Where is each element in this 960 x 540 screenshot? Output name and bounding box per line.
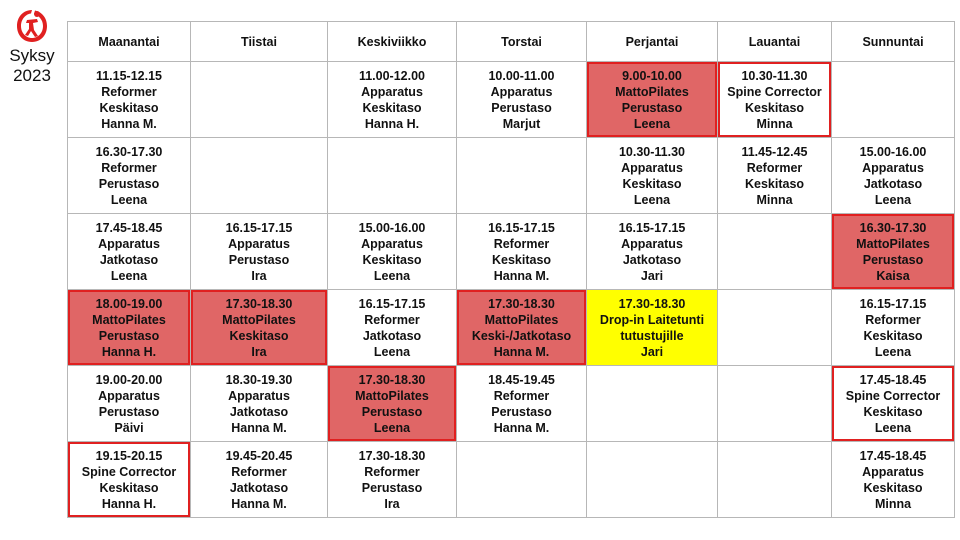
class-time: 10.30-11.30: [618, 144, 686, 159]
class-cell: [587, 62, 718, 138]
class-cell: [328, 442, 457, 518]
instructor-name: Leena: [874, 192, 912, 207]
class-time: 17.30-18.30: [488, 296, 555, 311]
class-level: Keskitaso: [99, 100, 159, 115]
class-level: tutustujille: [620, 328, 684, 343]
class-time: 19.45-20.45: [225, 448, 293, 463]
class-cell: [328, 62, 457, 138]
class-name: Apparatus: [98, 388, 160, 403]
instructor-name: Hanna H.: [101, 496, 157, 511]
class-name: MattoPilates: [222, 312, 296, 327]
instructor-name: Hanna M.: [493, 268, 550, 283]
class-time: 10.30-11.30: [741, 68, 808, 83]
instructor-name: Hanna M.: [493, 420, 550, 435]
class-time: 15.00-16.00: [358, 220, 426, 235]
class-name: Reformer: [231, 464, 287, 479]
class-time: 9.00-10.00: [622, 68, 682, 83]
class-time: 17.30-18.30: [358, 372, 426, 387]
class-level: Perustaso: [361, 404, 423, 419]
class-time: 18.45-19.45: [488, 372, 555, 387]
class-time: 17.30-18.30: [225, 296, 293, 311]
class-name: MattoPilates: [92, 312, 166, 327]
class-level: Keskitaso: [863, 328, 923, 343]
class-time: 16.30-17.30: [859, 220, 927, 235]
class-time: 19.15-20.15: [95, 448, 163, 463]
class-name: Apparatus: [228, 236, 290, 251]
class-cell: [587, 214, 718, 290]
class-level: Keskitaso: [229, 328, 289, 343]
class-level: Jatkotaso: [229, 404, 289, 419]
class-time: 17.45-18.45: [859, 448, 927, 463]
instructor-name: Ira: [251, 268, 267, 283]
class-cell: [68, 290, 191, 366]
class-time: 16.15-17.15: [618, 220, 686, 235]
class-level: Perustaso: [621, 100, 683, 115]
class-cell: [832, 442, 955, 518]
class-name: Spine Corrector: [845, 388, 941, 403]
class-level: Keskitaso: [491, 252, 552, 267]
class-time: 11.00-12.00: [358, 68, 426, 83]
class-time: 16.15-17.15: [225, 220, 293, 235]
class-name: Reformer: [493, 388, 550, 403]
header-row: [68, 22, 955, 62]
class-cell: [832, 138, 955, 214]
season-line-2: 2023: [13, 66, 51, 85]
instructor-name: Marjut: [502, 116, 541, 131]
instructor-name: Leena: [633, 192, 671, 207]
instructor-name: Leena: [373, 344, 411, 359]
day-header: Lauantai: [718, 22, 832, 62]
instructor-name: Hanna M.: [231, 496, 287, 511]
instructor-name: Minna: [756, 192, 793, 207]
day-header: Maanantai: [68, 22, 191, 62]
class-time: 18.30-19.30: [225, 372, 293, 387]
class-name: Spine Corrector: [727, 84, 822, 99]
class-time: 18.00-19.00: [95, 296, 163, 311]
class-level: Keskitaso: [863, 480, 923, 495]
class-level: Keskitaso: [744, 100, 805, 115]
instructor-name: Leena: [373, 268, 411, 283]
class-cell: [832, 290, 955, 366]
class-time: 16.15-17.15: [358, 296, 426, 311]
class-name: Reformer: [746, 160, 803, 175]
instructor-name: Leena: [373, 420, 411, 435]
class-name: Apparatus: [862, 160, 924, 175]
class-cell: [587, 138, 718, 214]
empty-cell: [328, 138, 457, 214]
empty-cell: [718, 366, 832, 442]
day-header: Perjantai: [587, 22, 718, 62]
class-cell: [832, 214, 955, 290]
class-name: Apparatus: [862, 464, 924, 479]
class-level: Keskitaso: [362, 100, 422, 115]
instructor-name: Leena: [874, 344, 912, 359]
class-cell: [191, 366, 328, 442]
class-cell: [191, 290, 328, 366]
class-name: Apparatus: [490, 84, 553, 99]
instructor-name: Hanna H.: [101, 344, 157, 359]
class-level: Perustaso: [862, 252, 924, 267]
class-name: Apparatus: [361, 236, 423, 251]
class-cell: [457, 62, 587, 138]
class-cell: [68, 138, 191, 214]
empty-cell: [718, 290, 832, 366]
class-level: Perustaso: [98, 404, 160, 419]
class-level: Jatkotaso: [622, 252, 682, 267]
class-level: Keski-/Jatkotaso: [471, 328, 572, 343]
class-name: MattoPilates: [615, 84, 689, 99]
class-level: Perustaso: [98, 176, 160, 191]
instructor-name: Leena: [110, 268, 148, 283]
class-time: 15.00-16.00: [859, 144, 927, 159]
class-level: Jatkotaso: [362, 328, 422, 343]
class-cell: [328, 366, 457, 442]
day-header: Torstai: [457, 22, 587, 62]
empty-cell: [191, 138, 328, 214]
class-level: Perustaso: [98, 328, 160, 343]
class-cell: [457, 366, 587, 442]
class-cell: [328, 290, 457, 366]
class-level: Perustaso: [361, 480, 423, 495]
class-time: 17.45-18.45: [859, 372, 927, 387]
instructor-name: Ira: [251, 344, 267, 359]
instructor-name: Päivi: [114, 420, 144, 435]
season-label: [6, 46, 58, 86]
class-level: Keskitaso: [362, 252, 422, 267]
class-time: 17.30-18.30: [358, 448, 426, 463]
weekly-schedule-table: [67, 21, 955, 518]
class-level: Jatkotaso: [863, 176, 923, 191]
class-name: Reformer: [493, 236, 550, 251]
class-level: Perustaso: [491, 404, 552, 419]
class-name: MattoPilates: [856, 236, 930, 251]
class-time: 17.45-18.45: [95, 220, 163, 235]
class-cell: [191, 442, 328, 518]
instructor-name: Hanna H.: [364, 116, 420, 131]
instructor-name: Ira: [384, 496, 400, 511]
season-line-1: Syksy: [9, 46, 55, 65]
class-name: Reformer: [364, 464, 420, 479]
instructor-name: Jari: [640, 344, 664, 359]
instructor-name: Minna: [874, 496, 912, 511]
empty-cell: [718, 442, 832, 518]
day-header: Tiistai: [191, 22, 328, 62]
class-cell: [68, 366, 191, 442]
class-level: Keskitaso: [99, 480, 159, 495]
instructor-name: Hanna M.: [231, 420, 287, 435]
class-cell: [718, 62, 832, 138]
class-level: Keskitaso: [863, 404, 923, 419]
class-name: Apparatus: [228, 388, 290, 403]
class-name: Reformer: [101, 160, 157, 175]
class-cell: [328, 214, 457, 290]
instructor-name: Leena: [874, 420, 912, 435]
class-name: Apparatus: [621, 236, 683, 251]
schedule-row: [68, 214, 955, 290]
class-cell: [457, 214, 587, 290]
class-time: 19.00-20.00: [95, 372, 163, 387]
class-time: 11.45-12.45: [741, 144, 808, 159]
schedule-row: [68, 138, 955, 214]
class-level: Perustaso: [228, 252, 290, 267]
instructor-name: Leena: [633, 116, 671, 131]
class-name: Spine Corrector: [81, 464, 177, 479]
class-time: 16.15-17.15: [488, 220, 555, 235]
class-name: Reformer: [865, 312, 921, 327]
class-level: Jatkotaso: [99, 252, 159, 267]
instructor-name: Jari: [640, 268, 664, 283]
empty-cell: [587, 366, 718, 442]
class-time: 11.15-12.15: [95, 68, 163, 83]
class-cell: [191, 214, 328, 290]
empty-cell: [718, 214, 832, 290]
class-level: Keskitaso: [622, 176, 682, 191]
class-cell: [68, 442, 191, 518]
instructor-name: Kaisa: [876, 268, 910, 283]
class-name: Drop-in Laitetunti: [599, 312, 705, 327]
schedule-row: [68, 290, 955, 366]
empty-cell: [832, 62, 955, 138]
day-header: Keskiviikko: [328, 22, 457, 62]
class-cell: [68, 214, 191, 290]
class-time: 17.30-18.30: [618, 296, 686, 311]
schedule-row: [68, 442, 955, 518]
class-level: Perustaso: [491, 100, 552, 115]
class-level: Keskitaso: [744, 176, 805, 191]
class-name: MattoPilates: [484, 312, 559, 327]
class-time: 16.15-17.15: [859, 296, 927, 311]
class-name: Reformer: [101, 84, 157, 99]
class-cell: [68, 62, 191, 138]
empty-cell: [457, 442, 587, 518]
class-time: 16.30-17.30: [95, 144, 163, 159]
empty-cell: [191, 62, 328, 138]
class-name: Apparatus: [98, 236, 160, 251]
class-cell: [718, 138, 832, 214]
class-name: Apparatus: [621, 160, 683, 175]
class-time: 10.00-11.00: [488, 68, 555, 83]
schedule-row: [68, 366, 955, 442]
instructor-name: Hanna M.: [493, 344, 550, 359]
instructor-name: Leena: [110, 192, 148, 207]
schedule-body: [68, 62, 955, 518]
logo: [6, 8, 58, 86]
instructor-name: Hanna M.: [101, 116, 157, 131]
class-name: Apparatus: [361, 84, 423, 99]
instructor-name: Minna: [756, 116, 793, 131]
class-cell: [587, 290, 718, 366]
day-header: Sunnuntai: [832, 22, 955, 62]
class-level: Jatkotaso: [229, 480, 289, 495]
class-cell: [832, 366, 955, 442]
class-cell: [457, 290, 587, 366]
figure-logo-icon: [15, 8, 49, 44]
empty-cell: [457, 138, 587, 214]
class-name: MattoPilates: [355, 388, 429, 403]
class-name: Reformer: [364, 312, 420, 327]
schedule-row: [68, 62, 955, 138]
empty-cell: [587, 442, 718, 518]
